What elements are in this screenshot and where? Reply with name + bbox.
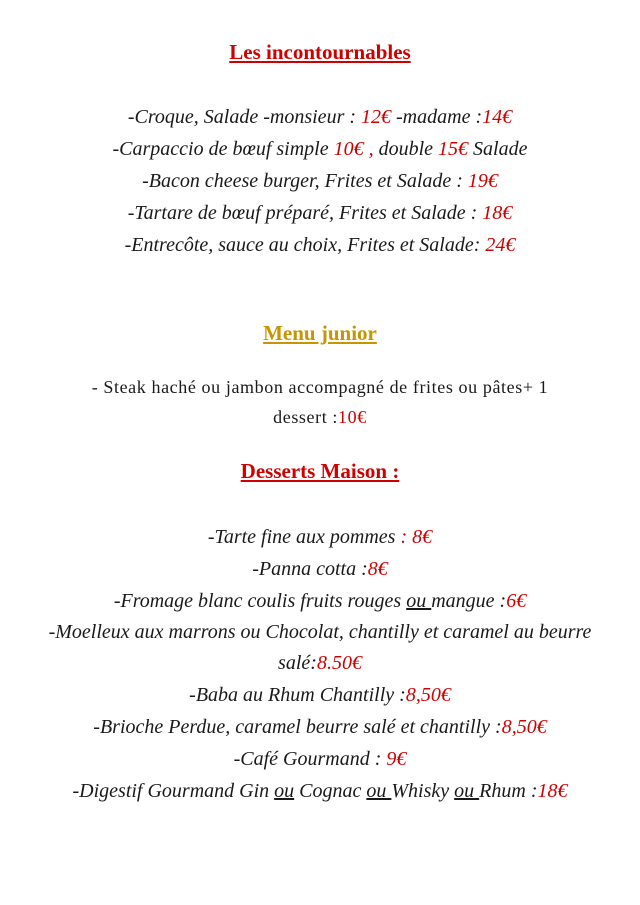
item-text: -Baba au Rhum Chantilly :	[189, 684, 406, 706]
item-text: -madame :	[391, 106, 483, 128]
price: 8€	[367, 558, 388, 580]
menu-item-line	[0, 715, 640, 739]
item-text: -Brioche Perdue, caramel beurre salé et chantilly :	[93, 716, 502, 738]
price: 9€	[386, 748, 407, 770]
item-text: Salade	[468, 138, 528, 160]
section-title-menu-junior: Menu junior	[263, 321, 377, 345]
item-text: -Entrecôte, sauce au choix, Frites et Salade:	[124, 234, 486, 256]
menu-item-line	[0, 651, 640, 675]
item-text: -Digestif Gourmand Gin	[72, 780, 275, 802]
menu-item-line	[0, 557, 640, 581]
item-text: Cognac	[294, 780, 367, 802]
price: 10€	[338, 407, 367, 427]
price: 10€ ,	[333, 138, 379, 160]
item-text: mangue :	[431, 590, 507, 612]
menu-item-line	[0, 589, 640, 613]
item-text: -Tartare de bœuf préparé, Frites et Salade :	[127, 202, 483, 224]
price: 24€	[485, 234, 516, 256]
price: 18€	[482, 202, 513, 224]
price: 8,50€	[405, 684, 451, 706]
menu-item-line	[0, 747, 640, 771]
item-text: -Moelleux aux marrons ou Chocolat, chantilly et caramel au beurre	[48, 621, 592, 643]
item-text: -Panna cotta :	[252, 558, 368, 580]
price: : 8€	[400, 526, 433, 548]
menu-item-line	[0, 620, 640, 644]
menu-item-line	[0, 233, 640, 257]
item-text: ou	[454, 780, 480, 802]
price: 14€	[482, 106, 513, 128]
item-text: -Café Gourmand :	[233, 748, 387, 770]
item-text: -Bacon cheese burger, Frites et Salade :	[142, 170, 468, 192]
item-text: dessert :	[273, 407, 339, 427]
item-text: Whisky	[391, 780, 455, 802]
price: 8.50€	[316, 652, 362, 674]
item-text: ou	[274, 780, 295, 802]
section-title-incontournables: Les incontournables	[229, 40, 411, 64]
menu-item-line	[0, 779, 640, 803]
price: 18€	[537, 780, 568, 802]
item-text: double	[378, 138, 439, 160]
item-text: -Tarte fine aux pommes	[207, 526, 401, 548]
menu-item-line	[0, 201, 640, 225]
item-text: ou	[406, 590, 432, 612]
price: 19€	[467, 170, 498, 192]
menu-item-line	[0, 105, 640, 129]
item-text: -Croque, Salade -monsieur :	[127, 106, 362, 128]
price: 8,50€	[501, 716, 547, 738]
item-text: -Carpaccio de bœuf simple	[112, 138, 334, 160]
price: 12€	[361, 106, 392, 128]
price: 6€	[506, 590, 527, 612]
section-title-desserts: Desserts Maison :	[240, 459, 400, 483]
item-text: - Steak haché ou jambon accompagné de frites ou pâtes+ 1	[91, 377, 549, 397]
item-text: -Fromage blanc coulis fruits rouges	[113, 590, 407, 612]
item-text: Rhum :	[479, 780, 538, 802]
menu-item-line	[0, 137, 640, 161]
menu-item-line	[0, 375, 640, 399]
menu-item-line	[0, 169, 640, 193]
price: 15€	[438, 138, 469, 160]
item-text: ou	[366, 780, 392, 802]
menu-item-line	[0, 683, 640, 707]
menu-item-line	[0, 525, 640, 549]
menu-item-line	[0, 405, 640, 429]
item-text: salé:	[278, 652, 317, 674]
